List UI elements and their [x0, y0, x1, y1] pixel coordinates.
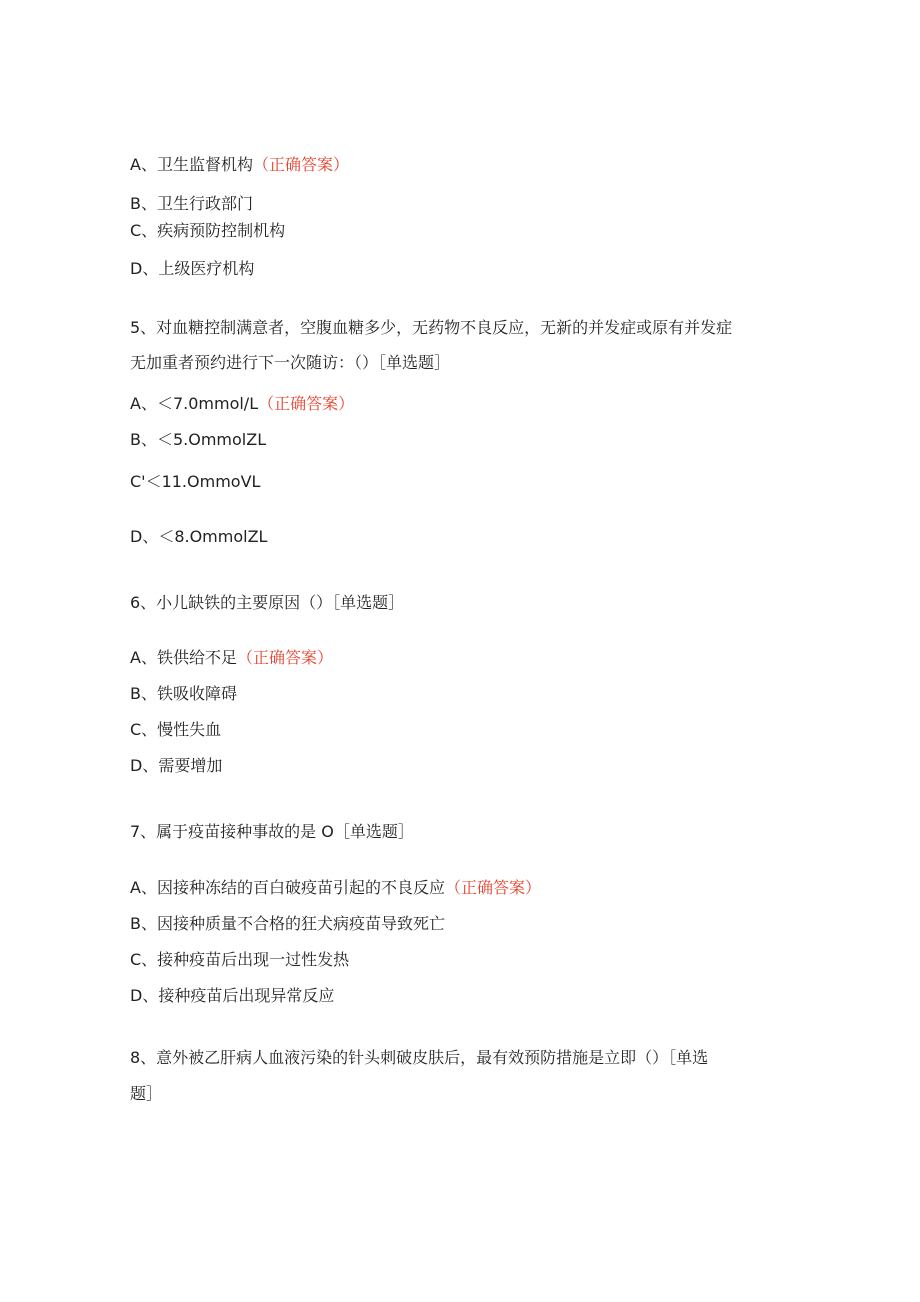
option-text: A、卫生监督机构 — [130, 155, 253, 174]
q7-option-b — [130, 914, 445, 934]
option-text: D、＜8.OmmolZL — [130, 527, 268, 546]
option-text: B、卫生行政部门 — [130, 194, 253, 213]
q6-option-d — [130, 756, 222, 776]
q6-option-b — [130, 684, 237, 704]
q6-option-a — [130, 648, 333, 668]
option-text: C'＜11.OmmoVL — [130, 472, 261, 491]
option-text: D、上级医疗机构 — [130, 259, 255, 278]
q5-option-b — [130, 430, 266, 450]
q4-option-d — [130, 259, 254, 279]
q7-question: 7、属于疫苗接种事故的是 O［单选题］ — [130, 822, 414, 841]
correct-answer-mark: （正确答案） — [236, 648, 333, 667]
q5-question-line2: 无加重者预约进行下一次随访：（）［单选题］ — [130, 353, 451, 372]
correct-answer-mark: （正确答案） — [258, 394, 355, 413]
q8-question-line1: 8、意外被乙肝病人血液污染的针头刺破皮肤后，最有效预防措施是立即（）［单选 — [130, 1048, 709, 1067]
option-text: B、因接种质量不合格的狂犬病疫苗导致死亡 — [130, 914, 445, 933]
q7-option-c — [130, 950, 349, 970]
option-text: B、铁吸收障碍 — [130, 684, 237, 703]
option-text: A、铁供给不足 — [130, 648, 237, 667]
q7-option-d — [130, 986, 334, 1006]
option-text: C、慢性失血 — [130, 720, 222, 739]
option-text: D、需要增加 — [130, 756, 223, 775]
option-text: A、＜7.0mmol/L — [130, 394, 259, 413]
option-text: C、接种疫苗后出现一过性发热 — [130, 950, 350, 969]
q4-option-a — [130, 155, 349, 175]
q6-option-c — [130, 720, 221, 740]
option-text: B、＜5.OmmolZL — [130, 430, 267, 449]
q7-option-a — [130, 878, 541, 898]
q5-option-a — [130, 394, 354, 414]
q5-question-line1: 5、对血糖控制满意者，空腹血糖多少，无药物不良反应，无新的并发症或原有并发症 — [130, 318, 733, 337]
q4-option-c — [130, 221, 285, 241]
q5-option-c — [130, 472, 260, 492]
q5-option-d — [130, 527, 267, 547]
option-text: D、接种疫苗后出现异常反应 — [130, 986, 335, 1005]
option-text: A、因接种冻结的百白破疫苗引起的不良反应 — [130, 878, 445, 897]
q6-question: 6、小儿缺铁的主要原因（）［单选题］ — [130, 593, 405, 612]
q4-option-b — [130, 194, 253, 214]
option-text: C、疾病预防控制机构 — [130, 221, 286, 240]
q8-question-line2: 题］ — [130, 1084, 163, 1103]
correct-answer-mark: （正确答案） — [444, 878, 541, 897]
correct-answer-mark: （正确答案） — [252, 155, 349, 174]
